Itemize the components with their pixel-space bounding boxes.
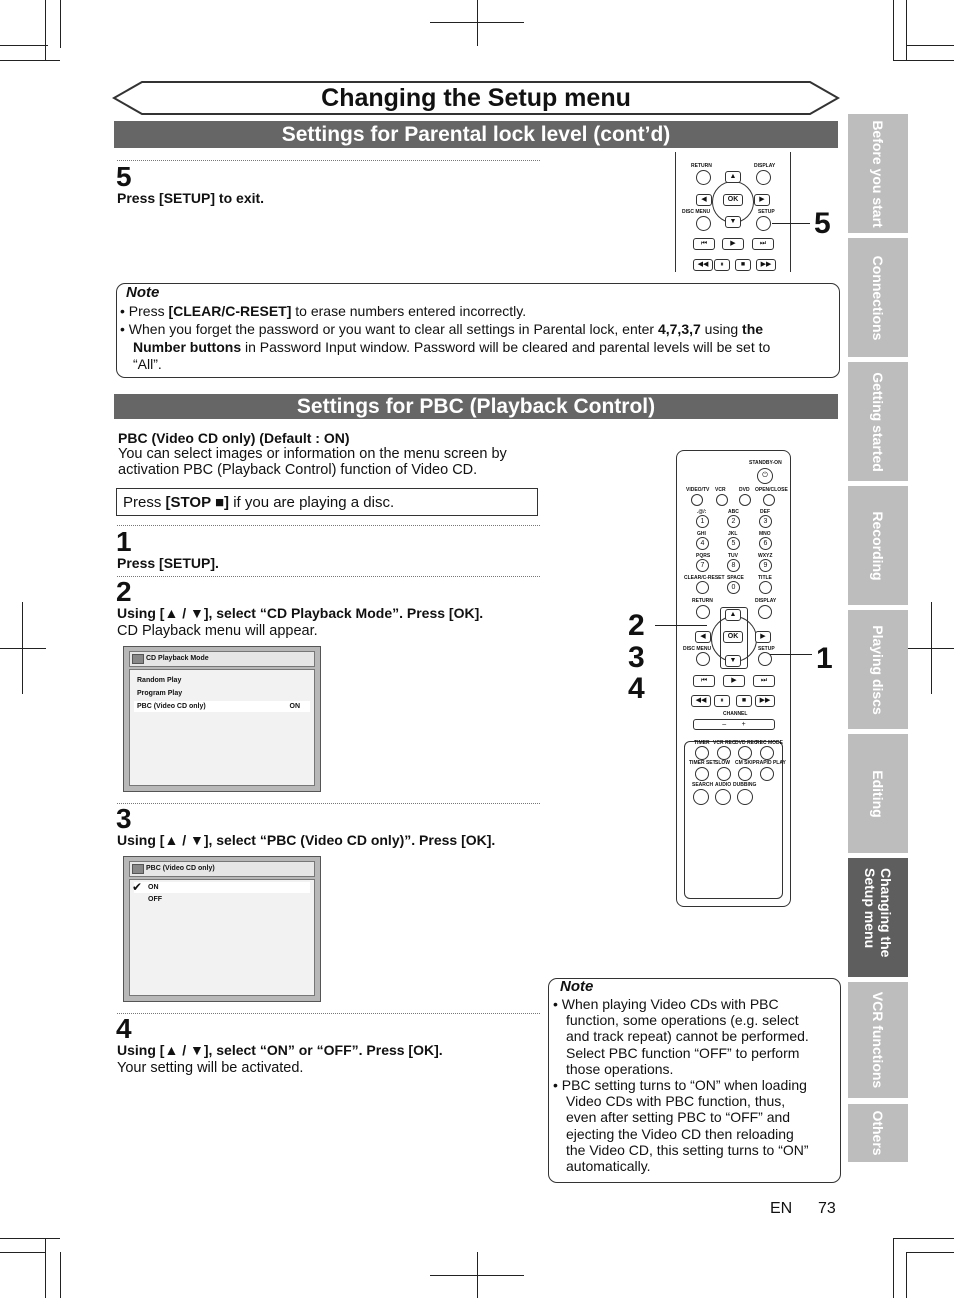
divider (117, 525, 540, 526)
note-line: Select PBC function “OFF” to perform (566, 1044, 800, 1061)
slow-button (717, 767, 731, 781)
tab-label: Recording (870, 510, 886, 581)
text: to erase numbers entered incorrectly. (291, 303, 527, 319)
menu-item-label: PBC (Video CD only) (137, 703, 206, 710)
crop-mark (893, 1238, 954, 1239)
text: Press (123, 494, 166, 511)
key-label: JKL (728, 531, 738, 537)
callout-3: 3 (628, 641, 645, 674)
skip-forward-icon: ⏭ (753, 675, 775, 687)
tab-connections[interactable] (848, 238, 908, 357)
disc-icon (132, 864, 144, 874)
note-line: • PBC setting turns to “ON” when loading (553, 1077, 807, 1094)
right-arrow-icon: ▶ (755, 631, 771, 643)
text: When you forget the password or you want to clear all settings in Parental lock, enter (128, 321, 658, 337)
digit-1-button: 1 (696, 515, 709, 528)
menu-item-selected (134, 882, 310, 893)
standby-label: STANDBY-ON (749, 460, 782, 466)
screen-title-text: PBC (Video CD only) (146, 865, 215, 872)
note-line: “All”. (133, 356, 162, 372)
crop-mark (906, 0, 907, 60)
digit-3-button: 3 (759, 515, 772, 528)
stop-instruction-box (116, 488, 538, 516)
right-arrow-icon: ▶ (754, 194, 770, 206)
tab-label: VCR functions (870, 991, 886, 1089)
skip-back-icon: ⏮ (693, 675, 715, 687)
tab-before-you-start[interactable] (848, 114, 908, 233)
dvd-rec-button (738, 746, 752, 760)
note-bullet: • Press [CLEAR/C-RESET] to erase numbers entered incorrectly. (120, 303, 527, 319)
vcr-label: VCR (715, 487, 726, 493)
pbc-menu-screen (123, 856, 321, 1002)
timer-button (695, 746, 709, 760)
stop-icon: ■ (735, 259, 751, 271)
crop-mark (906, 45, 954, 46)
rec-mode-button (760, 746, 774, 760)
fast-forward-icon: ▶▶ (756, 259, 776, 271)
step-number: 1 (116, 526, 132, 557)
crop-mark (893, 1238, 894, 1298)
stop-icon: ■ (736, 695, 752, 707)
tab-vcr-functions[interactable] (848, 982, 908, 1098)
setup-button (756, 216, 771, 231)
digit-9-button: 9 (759, 559, 772, 572)
dubbing-button (737, 789, 753, 805)
tab-label: Before you start (870, 119, 886, 228)
digit-4-button: 4 (696, 537, 709, 550)
key-label: TIMER (694, 740, 710, 746)
return-button (696, 170, 711, 185)
pbc-text: You can select images or information on the menu screen by (118, 446, 507, 462)
menu-item-selected (134, 701, 310, 712)
screen-pane (129, 669, 315, 786)
divider (117, 1013, 540, 1014)
rewind-icon: ◀◀ (693, 259, 713, 271)
digit-7-button: 7 (696, 559, 709, 572)
setup-label: SETUP (758, 646, 775, 652)
note-line: ejecting the Video CD then reloading (566, 1125, 794, 1142)
menu-item-label: ON (148, 884, 159, 891)
tab-label: Playing discs (870, 624, 886, 715)
text-bold: [CLEAR/C-RESET] (168, 303, 292, 319)
crop-mark (893, 60, 954, 61)
digit-0-button: 0 (727, 581, 740, 594)
key-label: MNO (759, 531, 771, 537)
disc-menu-label: DISC MENU (682, 209, 711, 215)
key-label: SLOW (715, 760, 730, 766)
crop-mark (60, 1252, 61, 1298)
display-button (758, 605, 772, 619)
space-label: SPACE (727, 575, 744, 581)
text-bold: the (742, 321, 764, 337)
callout-2: 2 (628, 609, 645, 642)
pbc-text: activation PBC (Playback Control) function of Video CD. (118, 462, 478, 478)
text-bold: 4,7,3,7 (657, 321, 701, 337)
crop-mark (893, 0, 894, 60)
language-code: EN (770, 1200, 793, 1217)
key-label: .@/: (697, 509, 707, 515)
crop-mark (931, 602, 932, 694)
note-line: the Video CD, this setting turns to “ON” (566, 1141, 809, 1158)
callout-4: 4 (628, 672, 645, 705)
disc-menu-button (696, 652, 710, 666)
tab-recording[interactable] (848, 486, 908, 605)
callout-1: 1 (816, 642, 833, 675)
step-instruction: Using [▲ / ▼], select “CD Playback Mode”. Press [OK]. (117, 605, 484, 621)
search-button (693, 789, 709, 805)
key-label: TUV (728, 553, 738, 559)
remote-partial (675, 152, 791, 272)
note-line: • When playing Video CDs with PBC (553, 996, 779, 1012)
tab-others[interactable] (848, 1104, 908, 1162)
key-label: TIMER SET (689, 760, 716, 766)
callout-line (772, 223, 810, 224)
key-label: DVD REC (735, 740, 758, 746)
step-instruction: Press [SETUP]. (117, 555, 219, 571)
note-text (553, 996, 809, 1174)
skip-back-icon: ⏮ (693, 238, 715, 250)
step-number: 3 (116, 803, 132, 834)
display-button (756, 170, 771, 185)
clear-button (696, 581, 709, 594)
left-arrow-icon: ◀ (695, 631, 711, 643)
disc-menu-label: DISC MENU (683, 646, 712, 652)
note-line: Video CDs with PBC function, thus, (566, 1093, 786, 1110)
step-instruction: Using [▲ / ▼], select “ON” or “OFF”. Press [OK]. (117, 1042, 443, 1058)
checkmark-icon: ✔ (132, 880, 143, 894)
title-button (759, 581, 772, 594)
crop-mark (0, 45, 48, 46)
note-label: Note (560, 978, 594, 995)
callout-5: 5 (814, 207, 831, 240)
display-label: DISPLAY (755, 598, 777, 604)
cm-skip-button (738, 767, 752, 781)
ok-button: OK (723, 631, 743, 643)
screen-title (129, 861, 315, 877)
pbc-heading: PBC (Video CD only) (Default : ON) (118, 430, 350, 446)
key-label: ABC (728, 509, 739, 515)
note-line: function, some operations (e.g. select (566, 1012, 799, 1029)
note-line: and track repeat) cannot be performed. (566, 1028, 809, 1045)
step-number: 5 (116, 161, 132, 192)
step-number: 2 (116, 576, 132, 607)
disc-menu-button (696, 216, 711, 231)
menu-item: OFF (148, 896, 162, 903)
crop-mark (477, 1252, 478, 1298)
step-instruction: Press [SETUP] to exit. (117, 190, 265, 206)
skip-forward-icon: ⏭ (752, 238, 774, 250)
tab-label: Connections (870, 255, 886, 340)
screen-title-text: CD Playback Mode (146, 655, 209, 662)
callout-line (770, 654, 812, 655)
key-label: REC MODE (756, 740, 783, 746)
return-label: RETURN (692, 598, 713, 604)
note-line: automatically. (566, 1158, 651, 1175)
crop-mark (45, 0, 46, 60)
left-arrow-icon: ◀ (696, 194, 712, 206)
digit-2-button: 2 (727, 515, 740, 528)
screen-title (129, 651, 315, 667)
text: Press (128, 303, 169, 319)
crop-mark (0, 60, 60, 61)
down-arrow-icon: ▼ (725, 216, 741, 228)
divider (117, 803, 540, 804)
crop-mark (45, 1238, 46, 1298)
text: in Password Input window. Password will be cleared and parental levels will be set to (241, 339, 771, 355)
divider (117, 160, 540, 161)
key-label: SEARCH (692, 782, 714, 788)
key-label: DEF (760, 509, 770, 515)
clear-label: CLEAR/C-RESET (684, 575, 725, 581)
pause-icon: ⏸ (714, 259, 730, 271)
ok-button: OK (723, 194, 743, 206)
menu-item-value: ON (289, 703, 300, 710)
key-label: PQRS (696, 553, 711, 559)
section-heading-parental: Settings for Parental lock level (cont’d) (114, 121, 838, 148)
key-label: VCR REC (713, 740, 736, 746)
note-label: Note (126, 284, 160, 301)
tab-label: Editing (870, 769, 886, 818)
fast-forward-icon: ▶▶ (755, 695, 775, 707)
key-label: GHI (697, 531, 706, 537)
crop-mark (0, 1252, 46, 1253)
key-label: AUDIO (715, 782, 732, 788)
divider (117, 576, 540, 577)
section-heading-pbc: Settings for PBC (Playback Control) (114, 394, 838, 419)
tab-playing-discs[interactable] (848, 610, 908, 729)
title-label: TITLE (758, 575, 772, 581)
play-icon: ▶ (723, 675, 745, 687)
video-tv-button (691, 494, 703, 506)
down-arrow-icon: ▼ (725, 655, 741, 667)
text-bold: Number buttons (133, 339, 242, 355)
crop-mark (906, 1252, 954, 1253)
crop-mark (60, 0, 61, 48)
return-button (696, 605, 710, 619)
key-label: RAPID PLAY (756, 760, 786, 766)
note-line: those operations. (566, 1060, 674, 1077)
crop-mark (0, 648, 46, 649)
digit-6-button: 6 (759, 537, 772, 550)
tab-label: Others (870, 1110, 886, 1156)
up-arrow-icon: ▲ (725, 171, 741, 183)
dvd-button (739, 494, 751, 506)
channel-label: CHANNEL (723, 711, 748, 717)
cd-playback-menu-screen (123, 646, 321, 792)
key-label: WXYZ (758, 553, 773, 559)
key-label: DUBBING (733, 782, 757, 788)
crop-mark (906, 1252, 907, 1298)
page-title: Changing the Setup menu (321, 84, 631, 112)
note-line (133, 339, 833, 356)
screen-pane (129, 879, 315, 996)
remote-control (676, 450, 791, 907)
open-close-label: OPEN/CLOSE (755, 487, 788, 493)
channel-rocker: – + (693, 719, 775, 730)
audio-button (715, 789, 731, 805)
play-icon: ▶ (722, 238, 744, 250)
page-number: 73 (818, 1200, 836, 1217)
crop-mark (477, 0, 478, 46)
display-label: DISPLAY (754, 163, 776, 169)
timer-set-button (695, 767, 709, 781)
power-icon: ⏻ (757, 468, 773, 484)
up-arrow-icon: ▲ (725, 609, 741, 621)
digit-5-button: 5 (727, 537, 740, 550)
step-description: Your setting will be activated. (117, 1060, 304, 1076)
step-instruction: Using [▲ / ▼], select “PBC (Video CD only)”. Press [OK]. (117, 832, 496, 848)
tab-getting-started[interactable] (848, 362, 908, 481)
vcr-button (716, 494, 728, 506)
video-tv-label: VIDEO/TV (686, 487, 710, 493)
rewind-icon: ◀◀ (691, 695, 711, 707)
tab-label: Changing the Setup menu (862, 867, 894, 957)
note-line: even after setting PBC to “OFF” and (566, 1109, 791, 1126)
menu-item: Program Play (137, 690, 183, 697)
setup-label: SETUP (758, 209, 775, 215)
key-label: CM SKIP (735, 760, 756, 766)
pause-icon: ⏸ (714, 695, 730, 707)
menu-item: Random Play (137, 677, 182, 684)
vcr-rec-button (717, 746, 731, 760)
step-description: CD Playback menu will appear. (117, 623, 318, 639)
disc-icon (132, 654, 144, 664)
tab-changing-setup-menu[interactable] (848, 858, 908, 977)
digit-8-button: 8 (727, 559, 740, 572)
callout-line (655, 625, 707, 626)
crop-mark (22, 602, 23, 694)
step-number: 4 (116, 1013, 132, 1044)
return-label: RETURN (691, 163, 712, 169)
tab-editing[interactable] (848, 734, 908, 853)
note-bullet: • When you forget the password or you want to clear all settings in Parental lock, enter 4,7,3,7 using the (120, 321, 764, 337)
rapid-play-button (760, 767, 774, 781)
eject-icon (763, 494, 775, 506)
text-bold: [STOP ■] (165, 494, 230, 511)
dvd-label: DVD (739, 487, 750, 493)
crop-mark (0, 1238, 60, 1239)
text: if you are playing a disc. (229, 494, 395, 511)
text: using (700, 321, 743, 337)
tab-label: Getting started (870, 371, 886, 472)
